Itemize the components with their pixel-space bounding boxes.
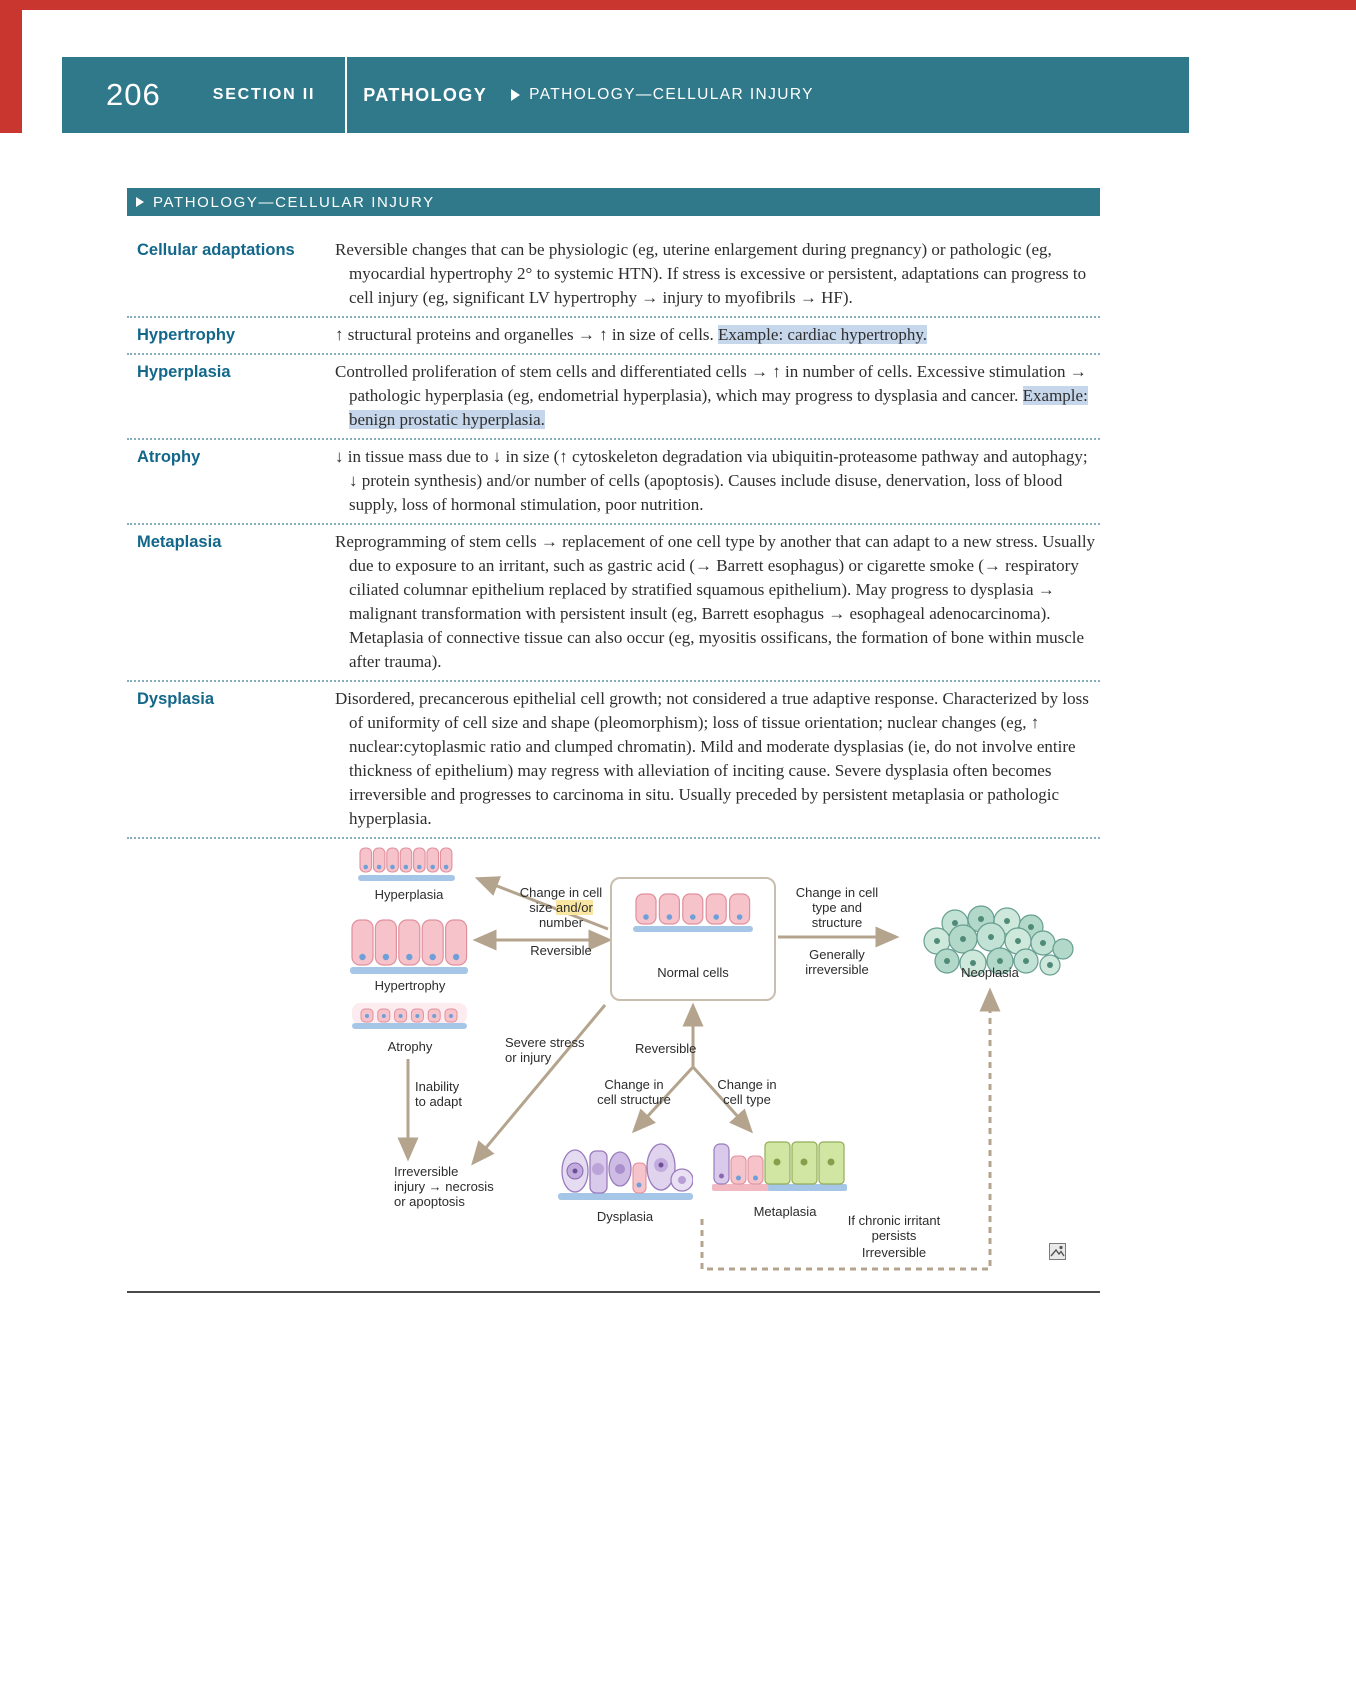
bottom-rule [127, 1291, 1100, 1293]
dysplasia-cells-illustration [558, 1135, 693, 1205]
label-change-structure: Change in cell structure [597, 1077, 671, 1107]
atrophy-cells-illustration [352, 1002, 467, 1035]
header-subsection [511, 86, 814, 104]
label-irreversible-injury: Irreversible injury → necrosis or apoptosis [394, 1164, 494, 1209]
page-edge-strip-left [0, 0, 22, 133]
page-edge-strip-top [0, 0, 1356, 10]
triangle-bullet-icon [136, 197, 144, 207]
page-header-bar [62, 57, 1189, 133]
desc-text: Reversible changes that can be physiologic (eg, uterine enlargement during pregnancy) or pathologic (eg, myocardial hypertrophy 2° to systemic HTN). If stress is excessive or persistent, adaptations can progress to cell injury (eg, significant LV hypertrophy → injury to myofibrils → HF). [335, 240, 1087, 307]
desc-cellular-adaptations [335, 238, 1100, 310]
term-atrophy: Atrophy [137, 448, 201, 466]
label-dysplasia: Dysplasia [596, 1209, 654, 1224]
label-hyperplasia: Hyperplasia [374, 887, 444, 902]
label-hypertrophy: Hypertrophy [374, 978, 446, 993]
desc-text: Reprogramming of stem cells → replacement of one cell type by another that can adapt to a new stress. Usually due to exposure to an irritant, such as gastric acid (→ Barrett esophagus) or cigarette smoke (→ respiratory ciliated columnar epithelium replaced by stratified squamous epithelium). May progress to dysplasia → malignant transformation with persistent insult (eg, Barrett esophagus → esophageal adenocarcinoma). Metaplasia of connective tissue can also occur (eg, myositis ossificans, the formation of bone within muscle after trauma). [335, 532, 1096, 671]
section-label: SECTION II [212, 86, 316, 103]
term-hyperplasia: Hyperplasia [137, 363, 231, 381]
cellular-adaptation-diagram [127, 839, 1100, 1291]
label-inability-to-adapt: Inability to adapt [415, 1079, 462, 1109]
highlighted-example: Example: benign prostatic hyperplasia. [349, 386, 1088, 429]
label-neoplasia: Neoplasia [961, 965, 1019, 980]
header-subsection-label: PATHOLOGY—CELLULAR INJURY [529, 86, 814, 103]
desc-text: ↓ in tissue mass due to ↓ in size (↑ cytoskeleton degradation via ubiquitin-proteasome pathway and autophagy; ↓ protein synthesis) and/or number of cells (apoptosis). Causes include disuse, denervation, loss of blood supply, loss of hormonal stimulation, poor nutrition. [335, 447, 1088, 514]
label-severe-stress: Severe stress or injury [505, 1035, 585, 1065]
term-metaplasia: Metaplasia [137, 533, 222, 551]
page-number: 206 [106, 77, 161, 112]
hyperplasia-cells-illustration [358, 844, 455, 884]
and-or-highlight: and/or [555, 900, 593, 915]
label-metaplasia: Metaplasia [753, 1204, 817, 1219]
label-if-chronic-irritant: If chronic irritant persists [847, 1213, 941, 1243]
label-atrophy: Atrophy [387, 1039, 433, 1054]
table-row-atrophy [127, 440, 1100, 525]
metaplasia-cells-illustration [712, 1132, 847, 1196]
label-generally-irreversible: Generally irreversible [805, 947, 869, 977]
label-change-type-structure: Change in cell type and structure [795, 885, 879, 930]
table-row-hypertrophy [127, 318, 1100, 355]
highlighted-example: Example: cardiac hypertrophy. [718, 325, 927, 344]
triangle-bullet-icon [511, 89, 520, 101]
label-normal-cells: Normal cells [657, 965, 729, 980]
term-hypertrophy: Hypertrophy [137, 326, 236, 344]
table-row-hyperplasia [127, 355, 1100, 440]
normal-cells-illustration [633, 891, 753, 937]
desc-metaplasia [335, 530, 1100, 674]
label-irreversible-bottom: Irreversible [861, 1245, 927, 1260]
table-row-dysplasia [127, 682, 1100, 839]
section-title-bar [127, 188, 1100, 216]
desc-hypertrophy [335, 323, 1100, 347]
desc-dysplasia [335, 687, 1100, 831]
image-credit-icon [1049, 1243, 1066, 1260]
desc-text: Disordered, precancerous epithelial cell growth; not considered a true adaptive response. Characterized by loss of uniformity of cell size and shape (pleomorphism); loss of tissue orientation; nuclear changes (eg, ↑ nuclear:cytoplasmic ratio and clumped chromatin). Mild and moderate dysplasias (ie, do not involve entire thickness of epithelium) may regress with alleviation of inciting cause. Severe dysplasia often becomes irreversible and progresses to carcinoma in situ. Usually preceded by persistent metaplasia or pathologic hyperplasia. [335, 689, 1089, 828]
label-change-type: Change in cell type [717, 1077, 777, 1107]
term-dysplasia: Dysplasia [137, 690, 215, 708]
hypertrophy-cells-illustration [350, 917, 468, 975]
desc-text: Controlled proliferation of stem cells and differentiated cells → ↑ in number of cells. Excessive stimulation → pathologic hyperplasia (eg, endometrial hyperplasia), which may progress to dysplasia and cancer. [335, 362, 1087, 405]
table-row-cellular-adaptations [127, 233, 1100, 318]
label-reversible-center: Reversible [635, 1041, 697, 1056]
label-change-size: Change in cell size and/or number [519, 885, 603, 930]
normal-cells-box [610, 877, 776, 1001]
desc-hyperplasia [335, 360, 1100, 432]
desc-atrophy [335, 445, 1100, 517]
label-reversible-left: Reversible [530, 943, 592, 958]
section-title: PATHOLOGY—CELLULAR INJURY [153, 193, 435, 211]
term-cellular-adaptations: Cellular adaptations [137, 241, 295, 259]
table-row-metaplasia [127, 525, 1100, 682]
header-divider [345, 57, 347, 133]
desc-text: ↑ structural proteins and organelles → ↑ in size of cells. [335, 325, 719, 344]
table-content [127, 233, 1100, 1293]
chapter-label: PATHOLOGY [363, 84, 488, 105]
